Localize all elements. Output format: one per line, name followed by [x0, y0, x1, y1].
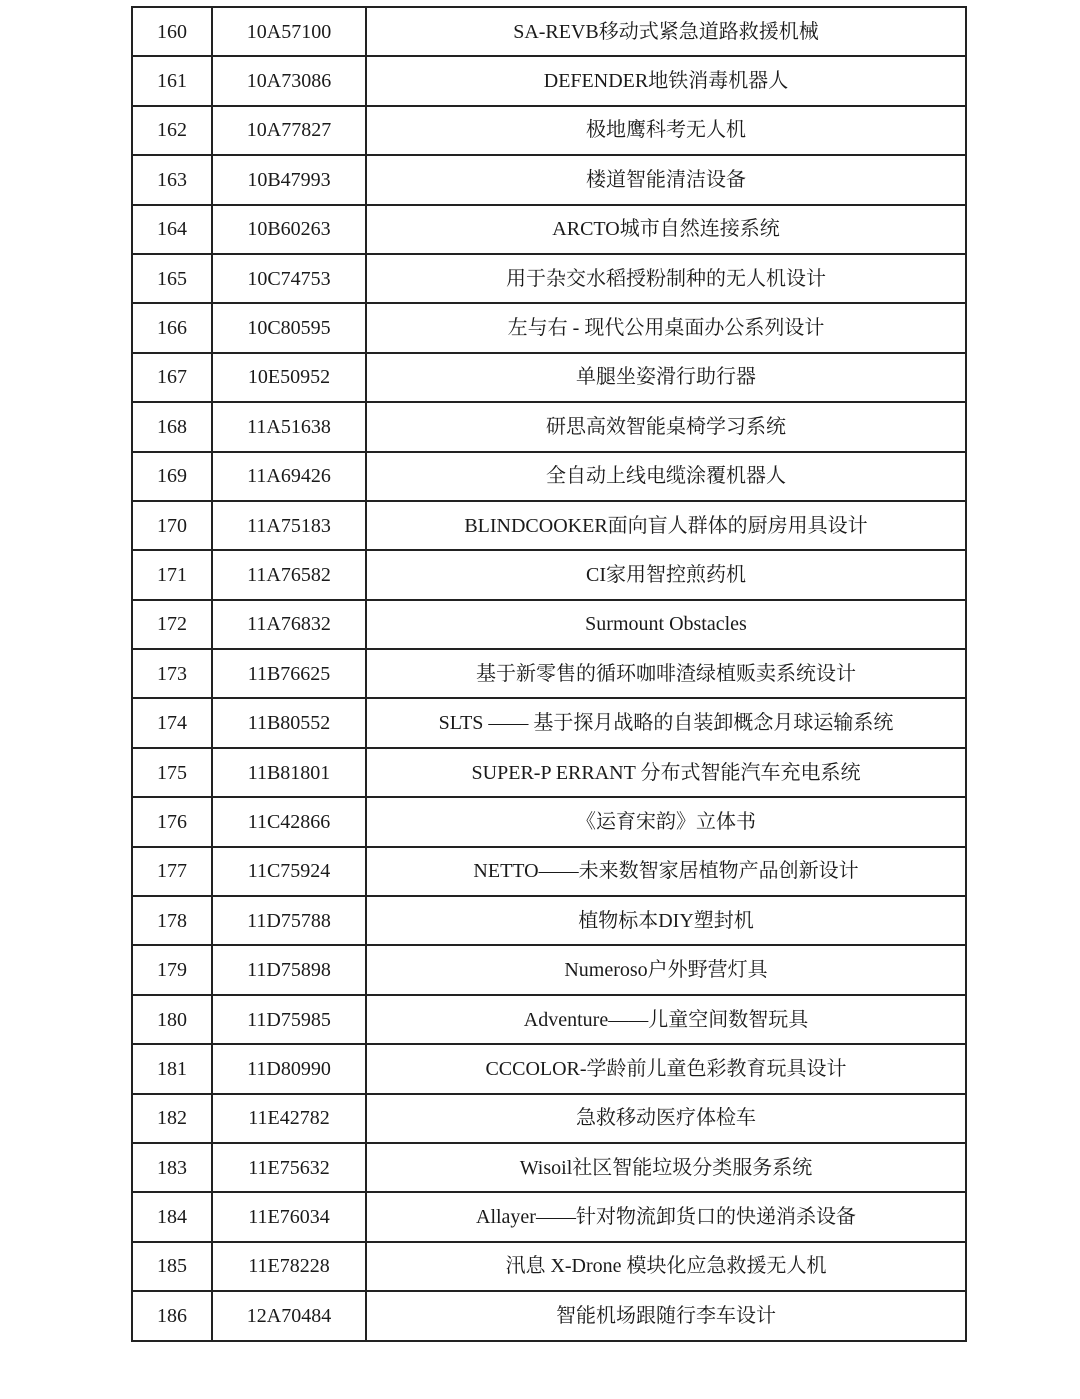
row-number-cell: 184: [132, 1192, 212, 1241]
entry-title-cell: 基于新零售的循环咖啡渣绿植贩卖系统设计: [366, 649, 966, 698]
table-row: [132, 106, 966, 155]
row-number-cell: 175: [132, 748, 212, 797]
row-number-cell: 171: [132, 550, 212, 599]
table-row: [132, 748, 966, 797]
table-row: [132, 452, 966, 501]
table-row: [132, 353, 966, 402]
entry-code-cell: 11A76832: [212, 600, 366, 649]
entry-code-cell: 11D75898: [212, 945, 366, 994]
row-number-cell: 168: [132, 402, 212, 451]
table-row: [132, 7, 966, 56]
entry-code-cell: 11A76582: [212, 550, 366, 599]
row-number-cell: 164: [132, 205, 212, 254]
row-number-cell: 178: [132, 896, 212, 945]
row-number-cell: 174: [132, 698, 212, 747]
entry-title-cell: 用于杂交水稻授粉制种的无人机设计: [366, 254, 966, 303]
entry-code-cell: 11E76034: [212, 1192, 366, 1241]
entry-code-cell: 11A69426: [212, 452, 366, 501]
entry-title-cell: ARCTO城市自然连接系统: [366, 205, 966, 254]
award-list-table: [131, 6, 967, 1342]
row-number-cell: 163: [132, 155, 212, 204]
row-number-cell: 169: [132, 452, 212, 501]
table-row: [132, 797, 966, 846]
entry-title-cell: Numeroso户外野营灯具: [366, 945, 966, 994]
entry-code-cell: 11C42866: [212, 797, 366, 846]
entry-title-cell: 研思高效智能桌椅学习系统: [366, 402, 966, 451]
row-number-cell: 181: [132, 1044, 212, 1093]
row-number-cell: 166: [132, 303, 212, 352]
entry-code-cell: 11D75788: [212, 896, 366, 945]
entry-code-cell: 11B76625: [212, 649, 366, 698]
entry-code-cell: 10B60263: [212, 205, 366, 254]
table-row: [132, 600, 966, 649]
entry-title-cell: 急救移动医疗体检车: [366, 1094, 966, 1143]
entry-title-cell: 楼道智能清洁设备: [366, 155, 966, 204]
table-row: [132, 1192, 966, 1241]
entry-code-cell: 11A51638: [212, 402, 366, 451]
row-number-cell: 182: [132, 1094, 212, 1143]
table-row: [132, 847, 966, 896]
table-row: [132, 995, 966, 1044]
table-row: [132, 1143, 966, 1192]
entry-code-cell: 11E78228: [212, 1242, 366, 1291]
entry-title-cell: NETTO——未来数智家居植物产品创新设计: [366, 847, 966, 896]
table-row: [132, 1044, 966, 1093]
table-row: [132, 1094, 966, 1143]
row-number-cell: 180: [132, 995, 212, 1044]
table-row: [132, 254, 966, 303]
entry-code-cell: 11B81801: [212, 748, 366, 797]
entry-code-cell: 11A75183: [212, 501, 366, 550]
entry-title-cell: CCCOLOR-学龄前儿童色彩教育玩具设计: [366, 1044, 966, 1093]
entry-title-cell: SA-REVB移动式紧急道路救援机械: [366, 7, 966, 56]
table-row: [132, 303, 966, 352]
row-number-cell: 162: [132, 106, 212, 155]
table-row: [132, 896, 966, 945]
entry-code-cell: 10A57100: [212, 7, 366, 56]
row-number-cell: 165: [132, 254, 212, 303]
row-number-cell: 173: [132, 649, 212, 698]
entry-code-cell: 11D75985: [212, 995, 366, 1044]
entry-title-cell: BLINDCOOKER面向盲人群体的厨房用具设计: [366, 501, 966, 550]
table-row: [132, 155, 966, 204]
entry-title-cell: 《运育宋韵》立体书: [366, 797, 966, 846]
entry-title-cell: 智能机场跟随行李车设计: [366, 1291, 966, 1340]
entry-code-cell: 10B47993: [212, 155, 366, 204]
entry-title-cell: SLTS —— 基于探月战略的自装卸概念月球运输系统: [366, 698, 966, 747]
table-row: [132, 698, 966, 747]
table-row: [132, 1242, 966, 1291]
table-row: [132, 550, 966, 599]
entry-code-cell: 10A77827: [212, 106, 366, 155]
entry-title-cell: SUPER-P ERRANT 分布式智能汽车充电系统: [366, 748, 966, 797]
table-row: [132, 402, 966, 451]
entry-title-cell: 极地鹰科考无人机: [366, 106, 966, 155]
entry-title-cell: 单腿坐姿滑行助行器: [366, 353, 966, 402]
row-number-cell: 160: [132, 7, 212, 56]
row-number-cell: 183: [132, 1143, 212, 1192]
row-number-cell: 161: [132, 56, 212, 105]
row-number-cell: 167: [132, 353, 212, 402]
row-number-cell: 176: [132, 797, 212, 846]
table-row: [132, 1291, 966, 1340]
entry-code-cell: 11E42782: [212, 1094, 366, 1143]
entry-code-cell: 11D80990: [212, 1044, 366, 1093]
entry-title-cell: 植物标本DIY塑封机: [366, 896, 966, 945]
table-row: [132, 649, 966, 698]
entry-code-cell: 10C80595: [212, 303, 366, 352]
entry-title-cell: Adventure——儿童空间数智玩具: [366, 995, 966, 1044]
entry-code-cell: 11E75632: [212, 1143, 366, 1192]
row-number-cell: 185: [132, 1242, 212, 1291]
entry-code-cell: 12A70484: [212, 1291, 366, 1340]
entry-code-cell: 10A73086: [212, 56, 366, 105]
row-number-cell: 179: [132, 945, 212, 994]
entry-code-cell: 10C74753: [212, 254, 366, 303]
row-number-cell: 186: [132, 1291, 212, 1340]
row-number-cell: 177: [132, 847, 212, 896]
table-row: [132, 501, 966, 550]
table-body: [132, 7, 966, 1341]
entry-title-cell: 全自动上线电缆涂覆机器人: [366, 452, 966, 501]
table-row: [132, 56, 966, 105]
entry-title-cell: Surmount Obstacles: [366, 600, 966, 649]
entry-title-cell: CI家用智控煎药机: [366, 550, 966, 599]
entry-code-cell: 11C75924: [212, 847, 366, 896]
row-number-cell: 170: [132, 501, 212, 550]
row-number-cell: 172: [132, 600, 212, 649]
entry-title-cell: Allayer——针对物流卸货口的快递消杀设备: [366, 1192, 966, 1241]
entry-title-cell: 左与右 - 现代公用桌面办公系列设计: [366, 303, 966, 352]
entry-code-cell: 10E50952: [212, 353, 366, 402]
table-row: [132, 205, 966, 254]
entry-title-cell: DEFENDER地铁消毒机器人: [366, 56, 966, 105]
entry-title-cell: 汛息 X-Drone 模块化应急救援无人机: [366, 1242, 966, 1291]
table-row: [132, 945, 966, 994]
entry-title-cell: Wisoil社区智能垃圾分类服务系统: [366, 1143, 966, 1192]
entry-code-cell: 11B80552: [212, 698, 366, 747]
